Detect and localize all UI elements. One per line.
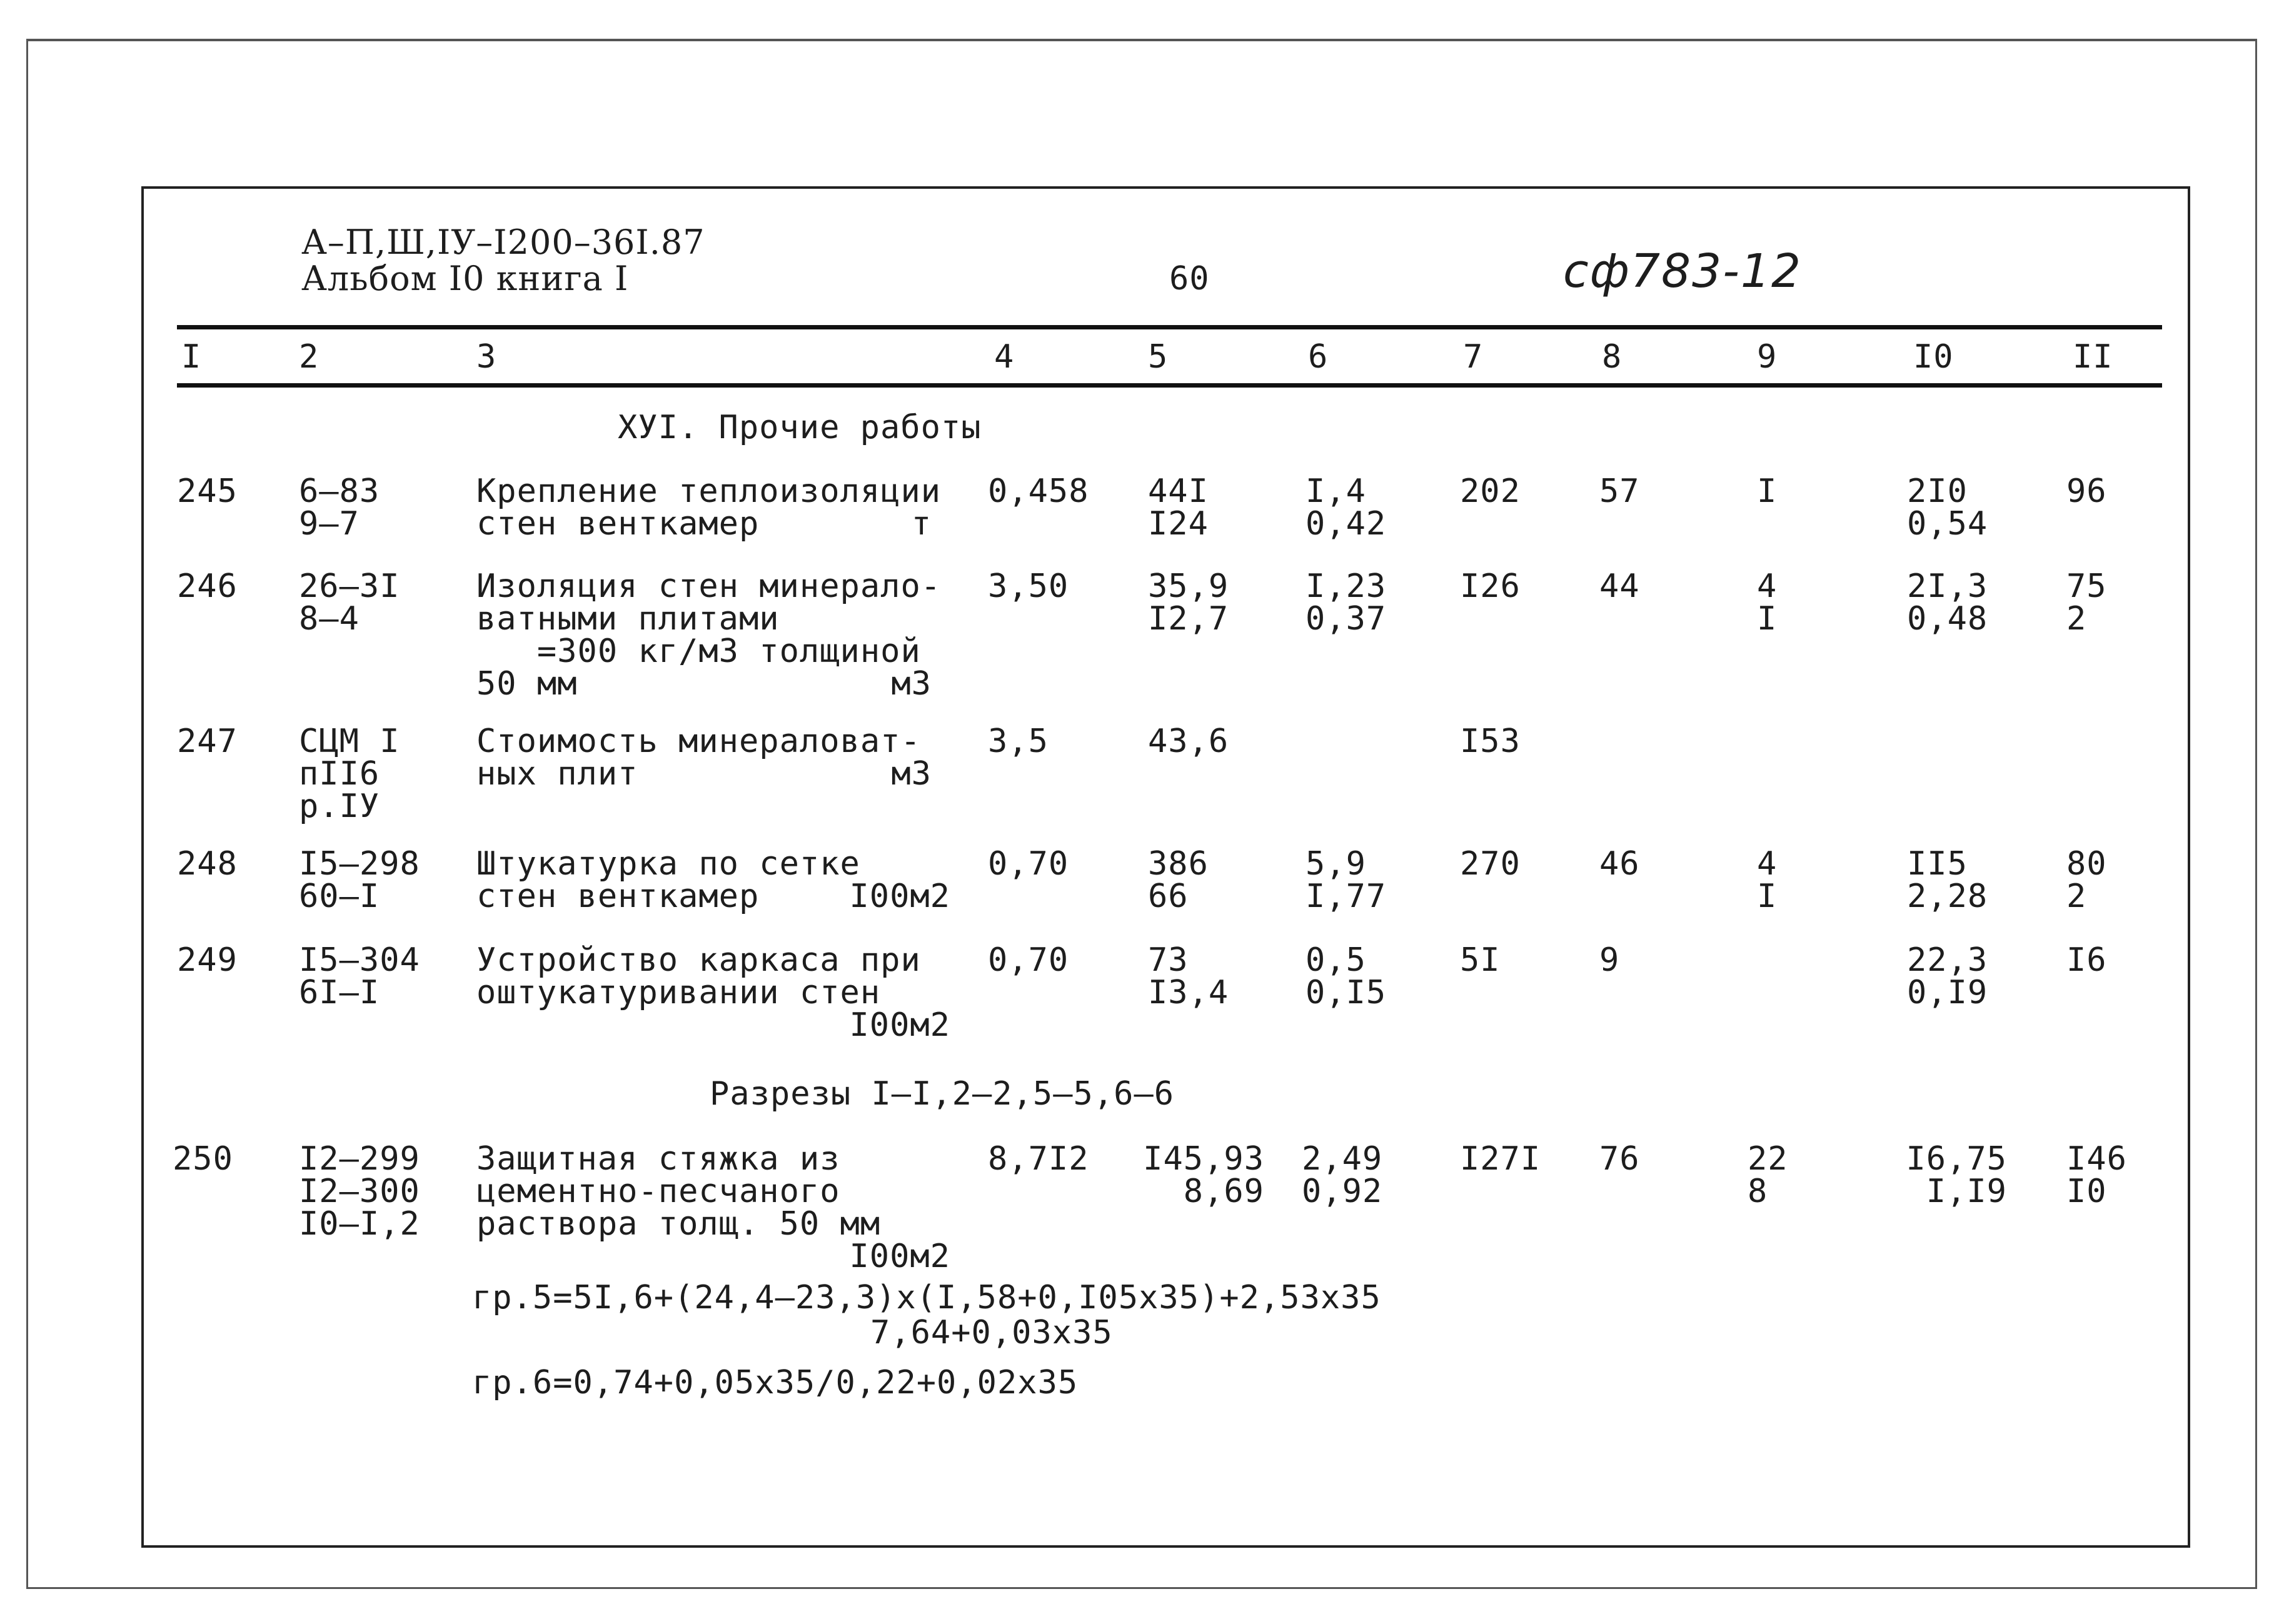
col-header-9: 9 [1757, 338, 1778, 376]
unit: м3 [891, 665, 932, 703]
col-header-5: 5 [1148, 338, 1169, 376]
row-number: 245 [177, 473, 238, 510]
page-number: 60 [1169, 260, 1210, 298]
formula-gr5-denominator: 7,64+0,03х35 [870, 1314, 1113, 1351]
col4-value: 3,50 [988, 568, 1069, 605]
col4-value: 0,458 [988, 473, 1089, 510]
row-number: 246 [177, 568, 238, 605]
col11-value: 75 2 [2066, 568, 2107, 638]
col8-value: 76 [1599, 1140, 1640, 1178]
col11-value: 80 2 [2066, 845, 2107, 915]
col-header-2: 2 [299, 338, 319, 376]
col4-value: 3,5 [988, 723, 1049, 760]
col7-value: І27І [1460, 1140, 1541, 1178]
unit: м3 [891, 755, 932, 793]
col5-value: І45,93 8,69 [1143, 1140, 1264, 1210]
col4-value: 8,7І2 [988, 1140, 1089, 1178]
work-description: Штукатурка по сетке стен венткамер [476, 845, 860, 915]
col10-value: 22,3 0,І9 [1907, 941, 1988, 1011]
doc-designation: А–П,Ш,ІУ–І200–36І.87 [301, 223, 705, 262]
col10-value: І6,75 І,І9 [1906, 1140, 2007, 1210]
col9-value: І [1757, 473, 1778, 510]
col8-value: 57 [1599, 473, 1640, 510]
col7-value: І53 [1460, 723, 1521, 760]
document-code: сф783-12 [1563, 244, 1803, 298]
col6-value: 5,9 І,77 [1305, 845, 1387, 915]
col-header-11: ІІ [2073, 338, 2113, 376]
col7-value: 270 [1460, 845, 1521, 883]
col10-value: 2І0 0,54 [1907, 473, 1988, 543]
col7-value: 202 [1460, 473, 1521, 510]
work-description: Защитная стяжка из цементно-песчаного раствора толщ. 50 мм [476, 1140, 881, 1243]
unit: І00м2 [849, 878, 950, 915]
unit: І00м2 [849, 1006, 950, 1044]
col-header-10: І0 [1913, 338, 1954, 376]
row-number: 247 [177, 723, 238, 760]
col7-value: 5І [1460, 941, 1501, 979]
col-header-3: 3 [476, 338, 497, 376]
col11-value: 96 [2066, 473, 2107, 510]
col8-value: 46 [1599, 845, 1640, 883]
norm-reference: І5–304 6І–І [299, 941, 420, 1011]
norm-reference: 26–3І 8–4 [299, 568, 400, 638]
col8-value: 9 [1599, 941, 1620, 979]
col5-value: 44І І24 [1148, 473, 1209, 543]
album-info: Альбом І0 книга І [301, 259, 629, 298]
col5-value: 43,6 [1148, 723, 1229, 760]
formula-gr6: гр.6=0,74+0,05х35/0,22+0,02х35 [472, 1364, 1079, 1401]
row-number: 249 [177, 941, 238, 979]
col7-value: І26 [1460, 568, 1521, 605]
col-header-4: 4 [994, 338, 1015, 376]
formula-gr5: гр.5=5І,6+(24,4–23,3)х(І,58+0,І05х35)+2,53х35 [472, 1279, 1381, 1316]
unit: І00м2 [849, 1238, 950, 1275]
col-header-6: 6 [1308, 338, 1329, 376]
col6-value: 2,49 0,92 [1302, 1140, 1383, 1210]
work-description: Изоляция стен минерало- ватными плитами =300 кг/м3 толщиной 50 мм [476, 568, 942, 703]
col4-value: 0,70 [988, 941, 1069, 979]
work-description: Стоимость минераловат- ных плит [476, 723, 921, 793]
row-number: 248 [177, 845, 238, 883]
col6-value: І,4 0,42 [1305, 473, 1387, 543]
col4-value: 0,70 [988, 845, 1069, 883]
col5-value: 386 66 [1148, 845, 1209, 915]
unit: т [911, 505, 932, 543]
col9-value: 4 І [1757, 845, 1778, 915]
col6-value: 0,5 0,І5 [1305, 941, 1387, 1011]
section-title: ХУІ. Прочие работы [618, 409, 982, 446]
col5-value: 35,9 І2,7 [1148, 568, 1229, 638]
col-header-7: 7 [1463, 338, 1484, 376]
row-number: 250 [173, 1140, 233, 1178]
norm-reference: СЦМ І пІІ6 р.ІУ [299, 723, 400, 825]
col-header-1: І [181, 338, 202, 376]
header-rule-top [177, 325, 2162, 329]
norm-reference: 6–83 9–7 [299, 473, 380, 543]
norm-reference: І5–298 60–І [299, 845, 420, 915]
col5-value: 73 І3,4 [1148, 941, 1229, 1011]
col-header-8: 8 [1602, 338, 1622, 376]
section-title: Разрезы І–І,2–2,5–5,6–6 [710, 1075, 1175, 1113]
col9-value: 4 І [1757, 568, 1778, 638]
col10-value: ІІ5 2,28 [1907, 845, 1988, 915]
work-description: Крепление теплоизоляции стен венткамер [476, 473, 942, 543]
col6-value: І,23 0,37 [1305, 568, 1387, 638]
header-rule-bottom [177, 383, 2162, 388]
col8-value: 44 [1599, 568, 1640, 605]
col11-value: І6 [2066, 941, 2107, 979]
col11-value: І46 І0 [2066, 1140, 2127, 1210]
norm-reference: І2–299 І2–300 І0–І,2 [299, 1140, 420, 1243]
col10-value: 2І,3 0,48 [1907, 568, 1988, 638]
work-description: Устройство каркаса при оштукатуривании стен [476, 941, 921, 1011]
col9-value: 22 8 [1748, 1140, 1788, 1210]
